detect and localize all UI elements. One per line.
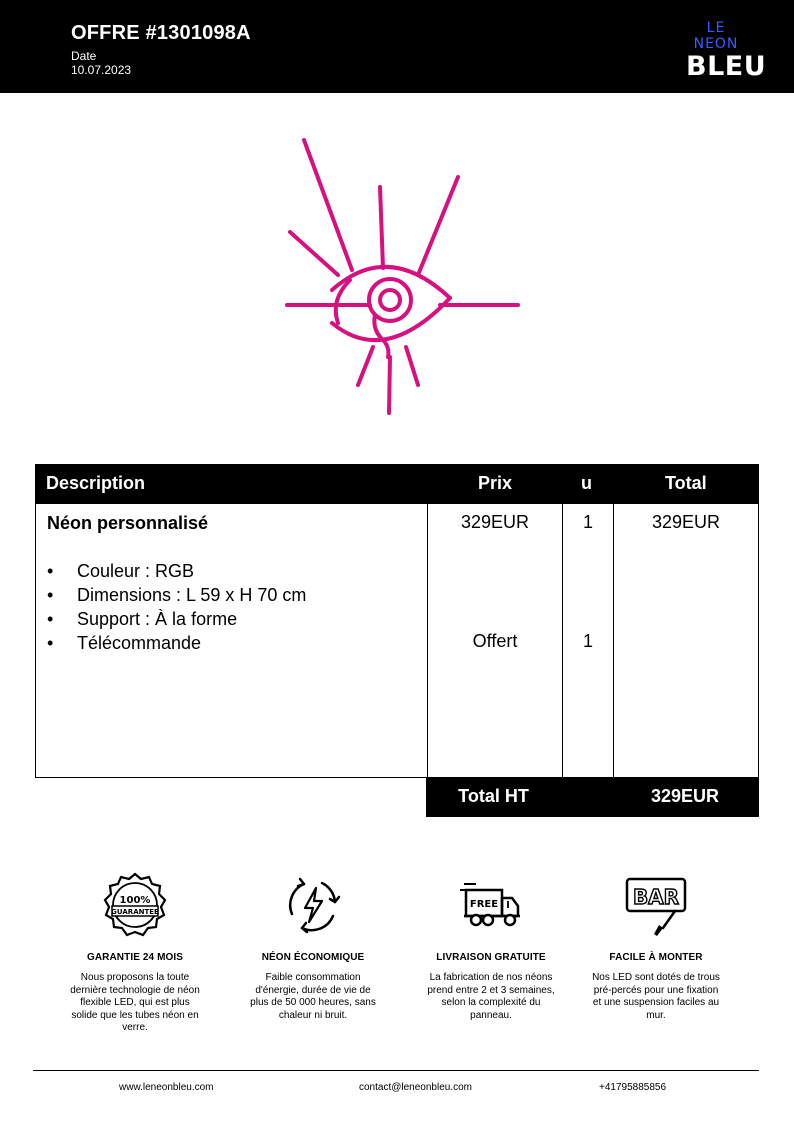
neon-eye-image — [280, 135, 525, 420]
footer-divider — [33, 1070, 759, 1071]
feature-title: NÉON ÉCONOMIQUE — [261, 952, 365, 963]
feature-description: Faible consommation d'énergie, durée de vie de plus de 50 000 heures, sans chaleur ni bruit. — [250, 972, 376, 1021]
item-title: Néon personnalisé — [47, 513, 209, 533]
brand-logo — [686, 20, 767, 82]
svg-text:GUARANTEE: GUARANTEE — [111, 908, 159, 916]
header-unit: u — [581, 473, 592, 493]
logo-bottom-text: BLEU — [686, 51, 767, 82]
date-value: 10.07.2023 — [71, 63, 132, 77]
footer-phone[interactable]: +41795885856 — [599, 1082, 667, 1093]
detail-color: • Couleur : RGB — [47, 559, 306, 583]
svg-text:BAR: BAR — [632, 885, 680, 909]
feature-title: LIVRAISON GRATUITE — [436, 952, 546, 963]
row1-total: 329EUR — [651, 512, 721, 532]
offer-table — [35, 464, 759, 818]
header-price: Prix — [478, 473, 513, 493]
detail-dimensions: • Dimensions : L 59 x H 70 cm — [47, 583, 306, 607]
logo-top-text: LE NEON — [693, 20, 739, 52]
footer-email[interactable]: contact@leneonbleu.com — [359, 1082, 472, 1093]
table-body — [35, 504, 759, 778]
feature-guarantee — [60, 870, 210, 1035]
date-label: Date — [71, 49, 97, 63]
row2-qty: 1 — [582, 631, 593, 651]
feature-title: GARANTIE 24 MOIS — [86, 952, 184, 963]
detail-support: • Support : À la forme — [47, 607, 306, 631]
total-bar — [426, 777, 759, 817]
svg-text:100%: 100% — [119, 895, 151, 906]
table-header — [35, 464, 759, 504]
total-label: Total HT — [458, 786, 529, 806]
header-total: Total — [665, 473, 707, 493]
row1-qty: 1 — [582, 512, 593, 532]
feature-description: Nos LED sont dotés de trous pré-percés pour une fixation et une suspension faciles au mur. — [592, 972, 720, 1021]
guarantee-badge-icon — [100, 870, 170, 940]
detail-remote: • Télécommande — [47, 631, 306, 655]
row2-price: Offert — [472, 631, 518, 651]
offer-title: OFFRE #1301098A — [71, 22, 251, 44]
delivery-truck-icon — [456, 870, 526, 940]
header-bar — [0, 0, 794, 93]
column-divider — [613, 504, 614, 777]
item-details — [47, 559, 306, 655]
feature-title: FACILE À MONTER — [609, 952, 703, 963]
features-section — [60, 870, 740, 1040]
energy-cycle-icon — [278, 870, 348, 940]
total-value: 329EUR — [650, 786, 720, 806]
header-description: Description — [46, 473, 146, 493]
feature-description: Nous proposons la toute dernière technologie de néon flexible LED, qui est plus solide que les tubes néon en verre. — [70, 972, 200, 1033]
svg-text:FREE: FREE — [469, 899, 499, 910]
feature-economic — [238, 870, 388, 1022]
feature-mounting — [581, 870, 731, 1022]
feature-delivery — [416, 870, 566, 1022]
footer-website[interactable]: www.leneonbleu.com — [119, 1082, 214, 1093]
feature-description: La fabrication de nos néons prend entre 2 et 3 semaines, selon la complexité du panneau. — [427, 972, 555, 1021]
row1-price: 329EUR — [460, 512, 530, 532]
bar-sign-screwdriver-icon — [621, 870, 691, 940]
